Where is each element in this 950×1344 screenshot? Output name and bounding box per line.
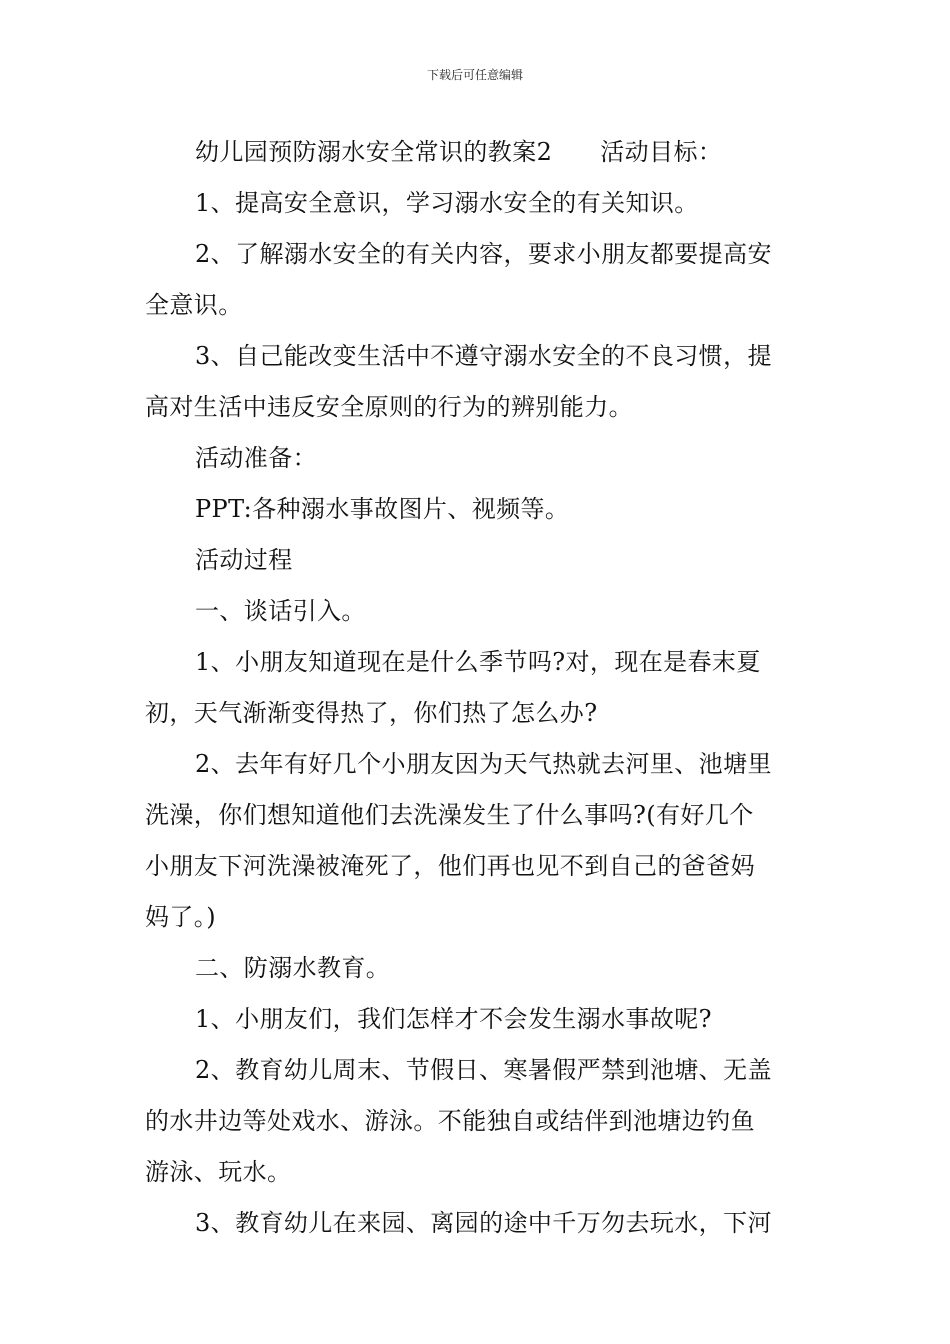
paragraph-line: 2、去年有好几个小朋友因为天气热就去河里、池塘里 [195, 750, 772, 778]
paragraph-line: 1、小朋友们，我们怎样才不会发生溺水事故呢? [195, 1005, 712, 1033]
subsection-heading: 一、谈话引入。 [195, 597, 366, 625]
section-heading-process: 活动过程 [195, 546, 293, 574]
paragraph-line: 游泳、玩水。 [145, 1158, 292, 1186]
title-line [145, 127, 809, 178]
section-heading-goals: 活动目标： [600, 138, 723, 166]
paragraph-line: 2、教育幼儿周末、节假日、寒暑假严禁到池塘、无盖 [195, 1056, 772, 1084]
document-body [145, 127, 809, 1249]
paragraph-line: 3、自己能改变生活中不遵守溺水安全的不良习惯，提 [195, 342, 772, 370]
paragraph-line: PPT:各种溺水事故图片、视频等。 [195, 495, 570, 523]
subsection-heading: 二、防溺水教育。 [195, 954, 391, 982]
lesson-title: 幼儿园预防溺水安全常识的教案2 [195, 138, 553, 166]
page-header-note: 下载后可任意编辑 [426, 68, 523, 82]
paragraph-line: 2、了解溺水安全的有关内容，要求小朋友都要提高安 [195, 240, 772, 268]
paragraph-line: 初，天气渐渐变得热了，你们热了怎么办? [145, 699, 598, 727]
paragraph-line: 3、教育幼儿在来园、离园的途中千万勿去玩水，下河 [195, 1209, 772, 1237]
paragraph-line: 洗澡，你们想知道他们去洗澡发生了什么事吗?(有好几个 [145, 801, 754, 829]
paragraph-line: 小朋友下河洗澡被淹死了，他们再也见不到自己的爸爸妈 [145, 852, 755, 880]
section-heading-preparation: 活动准备： [195, 444, 317, 472]
paragraph-line: 1、提高安全意识，学习溺水安全的有关知识。 [195, 189, 699, 217]
paragraph-line: 妈了。) [145, 903, 216, 931]
paragraph-line: 全意识。 [145, 291, 243, 319]
paragraph-line: 的水井边等处戏水、游泳。不能独自或结伴到池塘边钓鱼 [145, 1107, 755, 1135]
paragraph-line: 1、小朋友知道现在是什么季节吗?对，现在是春末夏 [195, 648, 761, 676]
paragraph-line: 高对生活中违反安全原则的行为的辨别能力。 [145, 393, 633, 421]
